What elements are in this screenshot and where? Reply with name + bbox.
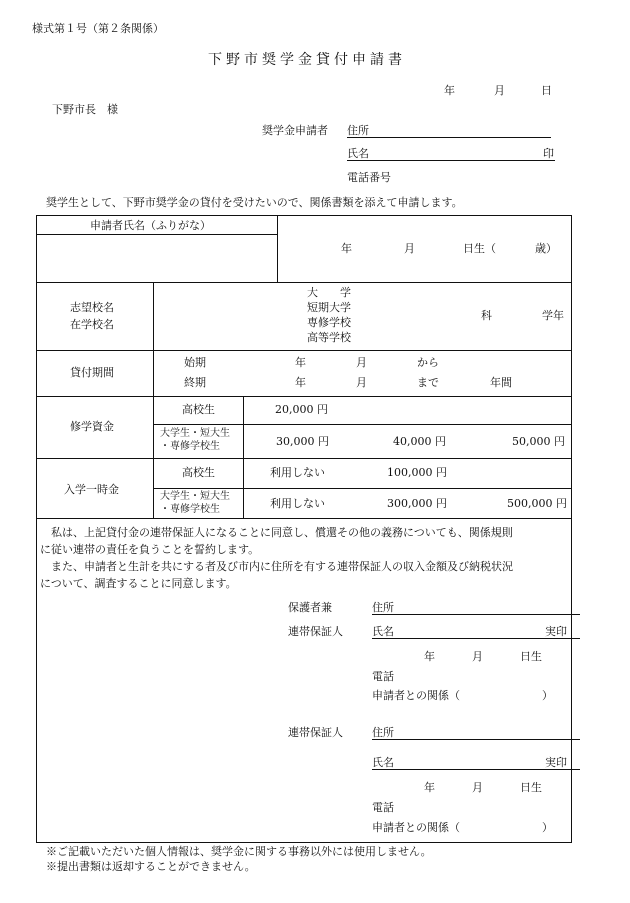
period-until: まで bbox=[417, 376, 439, 389]
school-type-junior-college: 短期大学 bbox=[307, 301, 351, 314]
entrance-hs-not-use[interactable]: 利用しない bbox=[270, 466, 325, 479]
tuition-option-50000[interactable]: 50,000 円 bbox=[512, 435, 565, 448]
table-rule bbox=[36, 234, 277, 235]
applicant-name-label: 氏名 bbox=[347, 147, 369, 160]
period-start-month: 月 bbox=[356, 356, 367, 369]
name-header: 申請者氏名（ふりがな） bbox=[90, 219, 211, 232]
school-grade: 学年 bbox=[542, 309, 564, 322]
guarantor1-phone: 電話 bbox=[372, 670, 394, 683]
table-rule bbox=[36, 842, 572, 843]
table-rule bbox=[36, 396, 572, 397]
tuition-label: 修学資金 bbox=[70, 420, 114, 433]
period-end-year: 年 bbox=[295, 376, 306, 389]
tuition-hs-amount: 20,000 円 bbox=[275, 403, 328, 416]
addressee: 下野市長 様 bbox=[52, 103, 118, 116]
guarantor2-label: 連帯保証人 bbox=[288, 726, 343, 739]
table-rule bbox=[36, 215, 572, 216]
school-label-desired: 志望校名 bbox=[70, 301, 114, 314]
table-rule bbox=[36, 518, 572, 519]
applicant-name-field[interactable] bbox=[347, 147, 555, 161]
period-end-month: 月 bbox=[356, 376, 367, 389]
table-rule bbox=[154, 424, 572, 425]
date-year: 年 bbox=[444, 84, 455, 97]
tuition-option-30000[interactable]: 30,000 円 bbox=[276, 435, 329, 448]
page-title: 下野市奨学金貸付申請書 bbox=[208, 52, 406, 68]
guarantor2-relation-close: ） bbox=[542, 821, 553, 834]
entrance-option-500000[interactable]: 500,000 円 bbox=[507, 497, 567, 510]
date-day: 日 bbox=[541, 84, 552, 97]
entrance-univ-not-use[interactable]: 利用しない bbox=[270, 497, 325, 510]
intro-text: 奨学生として、下野市奨学金の貸付を受けたいので、関係書類を添えて申請します。 bbox=[46, 196, 463, 209]
form-number: 様式第１号（第２条関係） bbox=[32, 22, 164, 35]
period-label: 貸付期間 bbox=[70, 366, 114, 379]
table-rule bbox=[154, 488, 572, 489]
entrance-option-300000[interactable]: 300,000 円 bbox=[387, 497, 447, 510]
guarantor1-birth-year: 年 bbox=[424, 650, 435, 663]
applicant-phone-label: 電話番号 bbox=[347, 171, 391, 184]
guarantor2-name-label: 氏名 bbox=[372, 756, 394, 769]
applicant-label: 奨学金申請者 bbox=[262, 124, 328, 137]
table-rule bbox=[243, 396, 244, 518]
birth-year: 年 bbox=[341, 242, 352, 255]
birth-day: 日生（ bbox=[463, 242, 496, 255]
pledge-line-4: について、調査することに同意します。 bbox=[40, 577, 237, 590]
tuition-univ-line1: 大学生・短大生 bbox=[160, 428, 230, 439]
guarantor1-birth-month: 月 bbox=[472, 650, 483, 663]
birth-month: 月 bbox=[404, 242, 415, 255]
date-month: 月 bbox=[494, 84, 505, 97]
school-type-university: 大 学 bbox=[307, 286, 351, 299]
applicant-address-label: 住所 bbox=[347, 124, 369, 137]
guarantor1-name-label: 氏名 bbox=[372, 625, 394, 638]
applicant-address-field[interactable] bbox=[347, 124, 551, 138]
school-type-high-school: 高等学校 bbox=[307, 331, 351, 344]
school-label-current: 在学校名 bbox=[70, 318, 114, 331]
guarantor2-relation: 申請者との関係（ bbox=[372, 821, 460, 834]
entrance-high-school: 高校生 bbox=[182, 466, 215, 479]
pledge-line-3: また、申請者と生計を共にする者及び市内に住所を有する連帯保証人の収入金額及び納税状況 bbox=[40, 560, 513, 573]
table-rule bbox=[36, 350, 572, 351]
school-type-vocational: 専修学校 bbox=[307, 316, 351, 329]
note-no-return: ※提出書類は返却することができません。 bbox=[46, 860, 256, 873]
period-end: 終期 bbox=[184, 376, 206, 389]
guarantor1-label1: 保護者兼 bbox=[288, 601, 332, 614]
guarantor2-birth-year: 年 bbox=[424, 781, 435, 794]
tuition-univ-line2: ・専修学校生 bbox=[160, 441, 220, 452]
note-privacy: ※ご記載いただいた個人情報は、奨学金に関する事務以外には使用しません。 bbox=[46, 845, 432, 858]
entrance-hs-amount[interactable]: 100,000 円 bbox=[387, 466, 447, 479]
tuition-option-40000[interactable]: 40,000 円 bbox=[393, 435, 446, 448]
guarantor1-label2: 連帯保証人 bbox=[288, 625, 343, 638]
guarantor2-seal: 実印 bbox=[545, 756, 567, 769]
guarantor1-seal: 実印 bbox=[545, 625, 567, 638]
guarantor2-birth-month: 月 bbox=[472, 781, 483, 794]
entrance-univ-line1: 大学生・短大生 bbox=[160, 491, 230, 502]
applicant-name-input[interactable] bbox=[40, 238, 273, 278]
table-rule bbox=[36, 458, 572, 459]
birth-age: 歳） bbox=[535, 242, 557, 255]
table-rule bbox=[36, 282, 572, 283]
guarantor2-address-label: 住所 bbox=[372, 726, 394, 739]
period-from: から bbox=[417, 356, 439, 369]
entrance-univ-line2: ・専修学校生 bbox=[160, 504, 220, 515]
pledge-line-1: 私は、上記貸付金の連帯保証人になることに同意し、償還その他の義務についても、関係規則 bbox=[40, 526, 513, 539]
period-years: 年間 bbox=[490, 376, 512, 389]
tuition-high-school: 高校生 bbox=[182, 403, 215, 416]
table-rule bbox=[277, 215, 278, 282]
guarantor1-relation: 申請者との関係（ bbox=[372, 689, 460, 702]
table-rule bbox=[571, 215, 572, 843]
guarantor1-address-field[interactable] bbox=[372, 601, 580, 615]
table-rule bbox=[153, 282, 154, 518]
guarantor1-relation-close: ） bbox=[542, 689, 553, 702]
guarantor2-birth-day: 日生 bbox=[520, 781, 542, 794]
entrance-label: 入学一時金 bbox=[64, 483, 119, 496]
table-rule bbox=[36, 215, 37, 843]
period-start-year: 年 bbox=[295, 356, 306, 369]
pledge-line-2: に従い連帯の責任を負うことを誓約します。 bbox=[40, 543, 260, 556]
guarantor1-address-label: 住所 bbox=[372, 601, 394, 614]
applicant-seal: 印 bbox=[543, 147, 554, 160]
period-start: 始期 bbox=[184, 356, 206, 369]
school-dept: 科 bbox=[481, 309, 492, 322]
guarantor2-address-field[interactable] bbox=[372, 726, 580, 740]
guarantor2-phone: 電話 bbox=[372, 801, 394, 814]
guarantor1-birth-day: 日生 bbox=[520, 650, 542, 663]
